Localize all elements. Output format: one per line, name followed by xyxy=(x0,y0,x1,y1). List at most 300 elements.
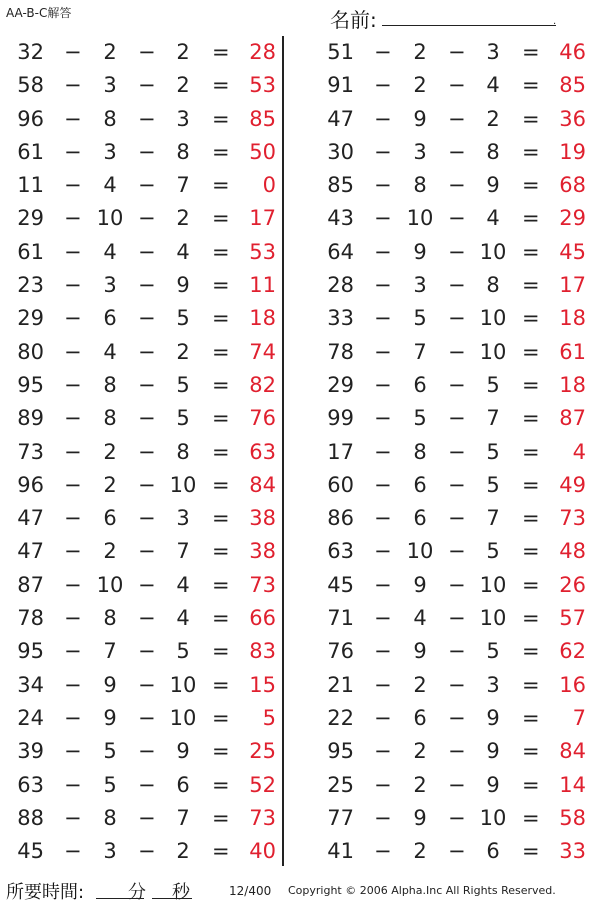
operand-c: 8 xyxy=(486,139,500,164)
operand-a: 73 xyxy=(17,439,44,464)
minus-sign: − xyxy=(374,606,392,631)
operand-b: 4 xyxy=(103,239,117,264)
minus-sign: − xyxy=(64,772,82,797)
operand-a: 21 xyxy=(327,672,354,697)
minus-sign: − xyxy=(374,406,392,431)
minus-sign: − xyxy=(138,139,156,164)
operand-b: 9 xyxy=(103,672,117,697)
minus-sign: − xyxy=(448,206,466,231)
problem-row xyxy=(0,303,290,336)
operand-c: 2 xyxy=(176,206,190,231)
minus-sign: − xyxy=(64,106,82,131)
operand-a: 89 xyxy=(17,406,44,431)
minus-sign: − xyxy=(448,406,466,431)
minus-sign: − xyxy=(64,739,82,764)
operand-c: 7 xyxy=(176,173,190,198)
minus-sign: − xyxy=(374,206,392,231)
operand-b: 2 xyxy=(413,839,427,864)
minus-sign: − xyxy=(64,839,82,864)
operand-b: 3 xyxy=(103,73,117,98)
minus-sign: − xyxy=(374,439,392,464)
operand-b: 2 xyxy=(103,539,117,564)
answer: 28 xyxy=(249,40,276,64)
equals-sign: = xyxy=(212,206,230,231)
operand-c: 2 xyxy=(176,839,190,864)
left-problem-column xyxy=(0,37,290,869)
minus-sign: − xyxy=(448,439,466,464)
operand-c: 4 xyxy=(176,572,190,597)
minus-sign: − xyxy=(374,306,392,331)
equals-sign: = xyxy=(522,439,540,464)
operand-b: 8 xyxy=(413,173,427,198)
operand-c: 5 xyxy=(486,639,500,664)
minus-sign: − xyxy=(374,672,392,697)
operand-b: 3 xyxy=(413,273,427,298)
problem-row xyxy=(310,203,600,236)
minus-sign: − xyxy=(64,672,82,697)
equals-sign: = xyxy=(212,639,230,664)
minus-sign: − xyxy=(374,839,392,864)
problem-row xyxy=(0,736,290,769)
answer: 11 xyxy=(249,273,276,298)
minus-sign: − xyxy=(374,339,392,364)
answer: 25 xyxy=(249,739,276,764)
problem-row xyxy=(310,770,600,803)
equals-sign: = xyxy=(212,572,230,597)
minus-sign: − xyxy=(138,306,156,331)
operand-c: 2 xyxy=(176,73,190,98)
equals-sign: = xyxy=(522,772,540,797)
answer: 40 xyxy=(249,839,276,864)
answer: 57 xyxy=(559,606,586,631)
operand-c: 10 xyxy=(169,472,197,497)
problem-row xyxy=(0,503,290,536)
problem-row xyxy=(0,670,290,703)
equals-sign: = xyxy=(522,173,540,198)
minus-sign: − xyxy=(64,173,82,198)
minus-sign: − xyxy=(374,173,392,198)
equals-sign: = xyxy=(212,106,230,131)
operand-b: 8 xyxy=(413,439,427,464)
minus-sign: − xyxy=(448,772,466,797)
equals-sign: = xyxy=(522,106,540,131)
problem-row xyxy=(0,203,290,236)
operand-a: 86 xyxy=(327,506,354,531)
minus-sign: − xyxy=(138,106,156,131)
equals-sign: = xyxy=(212,372,230,397)
answer: 38 xyxy=(249,539,276,564)
operand-b: 10 xyxy=(406,206,434,231)
operand-a: 85 xyxy=(327,173,354,198)
equals-sign: = xyxy=(522,206,540,231)
operand-c: 4 xyxy=(486,206,500,231)
operand-a: 29 xyxy=(17,206,44,231)
problem-row xyxy=(0,170,290,203)
equals-sign: = xyxy=(522,606,540,631)
problem-row xyxy=(0,603,290,636)
problem-row xyxy=(0,137,290,170)
operand-c: 9 xyxy=(176,739,190,764)
operand-b: 9 xyxy=(413,572,427,597)
problem-row xyxy=(310,470,600,503)
answer: 49 xyxy=(559,472,586,497)
operand-b: 2 xyxy=(413,73,427,98)
operand-a: 76 xyxy=(327,639,354,664)
minus-sign: − xyxy=(64,372,82,397)
answer: 84 xyxy=(559,739,586,764)
operand-a: 41 xyxy=(327,839,354,864)
problem-row xyxy=(310,437,600,470)
equals-sign: = xyxy=(212,73,230,98)
answer: 18 xyxy=(559,372,586,397)
answer: 68 xyxy=(559,173,586,198)
equals-sign: = xyxy=(522,539,540,564)
equals-sign: = xyxy=(212,239,230,264)
operand-b: 10 xyxy=(406,539,434,564)
equals-sign: = xyxy=(212,839,230,864)
answer: 45 xyxy=(559,239,586,264)
problem-row xyxy=(310,570,600,603)
equals-sign: = xyxy=(522,306,540,331)
problem-row xyxy=(0,803,290,836)
equals-sign: = xyxy=(212,472,230,497)
answer: 87 xyxy=(559,406,586,431)
equals-sign: = xyxy=(212,306,230,331)
operand-a: 58 xyxy=(17,73,44,98)
answer: 48 xyxy=(559,539,586,564)
problem-row xyxy=(0,636,290,669)
equals-sign: = xyxy=(522,239,540,264)
operand-c: 8 xyxy=(486,273,500,298)
minus-sign: − xyxy=(448,306,466,331)
operand-c: 6 xyxy=(176,772,190,797)
problem-row xyxy=(0,37,290,70)
answer: 38 xyxy=(249,506,276,531)
answer: 18 xyxy=(249,306,276,331)
minus-sign: − xyxy=(138,772,156,797)
answer: 15 xyxy=(249,672,276,697)
answer: 66 xyxy=(249,606,276,631)
problem-row xyxy=(310,237,600,270)
problem-row xyxy=(310,636,600,669)
minus-sign: − xyxy=(138,639,156,664)
operand-a: 95 xyxy=(17,639,44,664)
minus-sign: − xyxy=(374,106,392,131)
problem-row xyxy=(0,770,290,803)
minus-sign: − xyxy=(448,705,466,730)
equals-sign: = xyxy=(212,805,230,830)
operand-a: 32 xyxy=(17,40,44,64)
problem-row xyxy=(310,403,600,436)
answer: 18 xyxy=(559,306,586,331)
operand-a: 17 xyxy=(327,439,354,464)
operand-a: 63 xyxy=(17,772,44,797)
problem-row xyxy=(0,836,290,869)
operand-a: 77 xyxy=(327,805,354,830)
operand-b: 10 xyxy=(96,572,124,597)
minus-sign: − xyxy=(138,372,156,397)
minus-sign: − xyxy=(138,506,156,531)
minus-sign: − xyxy=(448,739,466,764)
answer: 61 xyxy=(559,339,586,364)
minus-sign: − xyxy=(374,805,392,830)
operand-b: 5 xyxy=(413,406,427,431)
answer: 4 xyxy=(572,439,586,464)
problem-row xyxy=(0,536,290,569)
minus-sign: − xyxy=(64,406,82,431)
minus-sign: − xyxy=(448,106,466,131)
equals-sign: = xyxy=(522,73,540,98)
minus-sign: − xyxy=(448,539,466,564)
operand-b: 8 xyxy=(103,606,117,631)
answer: 73 xyxy=(559,506,586,531)
operand-b: 6 xyxy=(413,372,427,397)
minus-sign: − xyxy=(448,273,466,298)
minus-sign: − xyxy=(64,639,82,664)
equals-sign: = xyxy=(522,339,540,364)
operand-b: 6 xyxy=(103,306,117,331)
minus-sign: − xyxy=(448,472,466,497)
operand-a: 33 xyxy=(327,306,354,331)
minus-sign: − xyxy=(64,40,82,64)
minus-sign: − xyxy=(64,306,82,331)
operand-b: 2 xyxy=(103,439,117,464)
answer: 84 xyxy=(249,472,276,497)
answer: 17 xyxy=(559,273,586,298)
minus-sign: − xyxy=(374,506,392,531)
minus-sign: − xyxy=(138,73,156,98)
operand-c: 6 xyxy=(486,839,500,864)
minus-sign: − xyxy=(64,506,82,531)
minus-sign: − xyxy=(448,40,466,64)
equals-sign: = xyxy=(522,639,540,664)
minus-sign: − xyxy=(138,406,156,431)
operand-a: 61 xyxy=(17,239,44,264)
minus-sign: − xyxy=(374,372,392,397)
answer: 73 xyxy=(249,572,276,597)
minus-sign: − xyxy=(138,439,156,464)
equals-sign: = xyxy=(522,40,540,64)
operand-a: 78 xyxy=(17,606,44,631)
minus-sign: − xyxy=(64,339,82,364)
answer: 14 xyxy=(559,772,586,797)
operand-c: 8 xyxy=(176,139,190,164)
minus-sign: − xyxy=(138,606,156,631)
operand-b: 2 xyxy=(413,739,427,764)
minus-sign: − xyxy=(138,206,156,231)
equals-sign: = xyxy=(212,406,230,431)
minus-sign: − xyxy=(374,273,392,298)
operand-c: 3 xyxy=(486,40,500,64)
problem-row xyxy=(310,703,600,736)
equals-sign: = xyxy=(522,839,540,864)
minus-sign: − xyxy=(64,139,82,164)
operand-c: 5 xyxy=(486,539,500,564)
equals-sign: = xyxy=(522,805,540,830)
equals-sign: = xyxy=(522,139,540,164)
equals-sign: = xyxy=(212,139,230,164)
problem-row xyxy=(310,170,600,203)
operand-b: 5 xyxy=(103,772,117,797)
problem-row xyxy=(0,337,290,370)
operand-b: 2 xyxy=(103,472,117,497)
minus-sign: − xyxy=(374,539,392,564)
equals-sign: = xyxy=(212,339,230,364)
name-label: 名前: xyxy=(330,8,377,32)
name-input-line[interactable] xyxy=(382,25,556,26)
answer: 85 xyxy=(559,73,586,98)
minus-sign: − xyxy=(448,506,466,531)
operand-b: 2 xyxy=(413,40,427,64)
worksheet-title: AA-B-C解答 xyxy=(6,6,72,20)
equals-sign: = xyxy=(522,406,540,431)
answer: 5 xyxy=(262,705,276,730)
minus-sign: − xyxy=(64,472,82,497)
minus-sign: − xyxy=(138,273,156,298)
answer: 0 xyxy=(262,173,276,198)
operand-c: 9 xyxy=(486,705,500,730)
name-dot: . xyxy=(553,16,557,27)
answer: 74 xyxy=(249,339,276,364)
operand-c: 10 xyxy=(479,339,507,364)
operand-a: 45 xyxy=(17,839,44,864)
operand-b: 9 xyxy=(103,705,117,730)
operand-a: 80 xyxy=(17,339,44,364)
operand-b: 4 xyxy=(103,173,117,198)
operand-c: 4 xyxy=(176,239,190,264)
problem-row xyxy=(0,370,290,403)
operand-c: 3 xyxy=(176,506,190,531)
equals-sign: = xyxy=(212,606,230,631)
right-problem-column xyxy=(310,37,600,869)
seconds-label: 秒 xyxy=(172,882,190,903)
minus-sign: − xyxy=(448,572,466,597)
equals-sign: = xyxy=(212,705,230,730)
problem-row xyxy=(310,736,600,769)
minus-sign: − xyxy=(64,206,82,231)
minus-sign: − xyxy=(448,239,466,264)
operand-b: 9 xyxy=(413,639,427,664)
answer: 33 xyxy=(559,839,586,864)
operand-c: 7 xyxy=(176,539,190,564)
operand-b: 6 xyxy=(413,506,427,531)
operand-a: 47 xyxy=(17,506,44,531)
equals-sign: = xyxy=(212,772,230,797)
problem-row xyxy=(310,303,600,336)
operand-c: 2 xyxy=(176,339,190,364)
problem-row xyxy=(0,403,290,436)
answer: 82 xyxy=(249,372,276,397)
operand-a: 95 xyxy=(17,372,44,397)
minus-sign: − xyxy=(64,705,82,730)
operand-c: 5 xyxy=(486,372,500,397)
operand-a: 22 xyxy=(327,705,354,730)
operand-c: 10 xyxy=(479,805,507,830)
problem-row xyxy=(310,370,600,403)
answer: 62 xyxy=(559,639,586,664)
operand-b: 4 xyxy=(413,606,427,631)
answer: 85 xyxy=(249,106,276,131)
operand-b: 8 xyxy=(103,372,117,397)
minus-sign: − xyxy=(138,672,156,697)
operand-c: 3 xyxy=(486,672,500,697)
equals-sign: = xyxy=(212,273,230,298)
answer: 83 xyxy=(249,639,276,664)
minus-sign: − xyxy=(64,439,82,464)
operand-a: 95 xyxy=(327,739,354,764)
operand-c: 5 xyxy=(176,639,190,664)
operand-a: 63 xyxy=(327,539,354,564)
minus-sign: − xyxy=(448,339,466,364)
operand-b: 2 xyxy=(103,40,117,64)
minus-sign: − xyxy=(374,139,392,164)
minus-sign: − xyxy=(138,739,156,764)
page-number: 12/400 xyxy=(229,884,272,898)
operand-b: 8 xyxy=(103,805,117,830)
minus-sign: − xyxy=(64,239,82,264)
operand-a: 11 xyxy=(17,173,44,198)
minus-sign: − xyxy=(448,139,466,164)
minus-sign: − xyxy=(448,173,466,198)
operand-b: 3 xyxy=(103,839,117,864)
operand-c: 9 xyxy=(486,772,500,797)
operand-b: 4 xyxy=(103,339,117,364)
equals-sign: = xyxy=(212,439,230,464)
answer: 52 xyxy=(249,772,276,797)
problem-row xyxy=(0,70,290,103)
operand-c: 5 xyxy=(176,306,190,331)
minus-sign: − xyxy=(138,40,156,64)
minus-sign: − xyxy=(374,572,392,597)
minus-sign: − xyxy=(374,639,392,664)
equals-sign: = xyxy=(522,572,540,597)
operand-b: 2 xyxy=(413,672,427,697)
minus-sign: − xyxy=(448,73,466,98)
operand-b: 9 xyxy=(413,239,427,264)
operand-c: 5 xyxy=(176,372,190,397)
problem-row xyxy=(0,437,290,470)
problem-row xyxy=(310,104,600,137)
answer: 29 xyxy=(559,206,586,231)
operand-a: 47 xyxy=(17,539,44,564)
operand-b: 3 xyxy=(103,139,117,164)
answer: 50 xyxy=(249,139,276,164)
minus-sign: − xyxy=(138,572,156,597)
problem-row xyxy=(310,603,600,636)
operand-a: 23 xyxy=(17,273,44,298)
minus-sign: − xyxy=(138,839,156,864)
operand-c: 7 xyxy=(486,506,500,531)
minus-sign: − xyxy=(374,705,392,730)
operand-b: 5 xyxy=(413,306,427,331)
operand-b: 3 xyxy=(103,273,117,298)
problem-row xyxy=(0,470,290,503)
equals-sign: = xyxy=(212,739,230,764)
problem-row xyxy=(310,503,600,536)
minus-sign: − xyxy=(448,639,466,664)
answer: 63 xyxy=(249,439,276,464)
problem-row xyxy=(0,703,290,736)
operand-c: 2 xyxy=(176,40,190,64)
equals-sign: = xyxy=(212,40,230,64)
equals-sign: = xyxy=(522,372,540,397)
operand-c: 10 xyxy=(169,705,197,730)
operand-c: 7 xyxy=(176,805,190,830)
minus-sign: − xyxy=(448,606,466,631)
answer: 16 xyxy=(559,672,586,697)
minus-sign: − xyxy=(138,805,156,830)
minus-sign: − xyxy=(448,839,466,864)
